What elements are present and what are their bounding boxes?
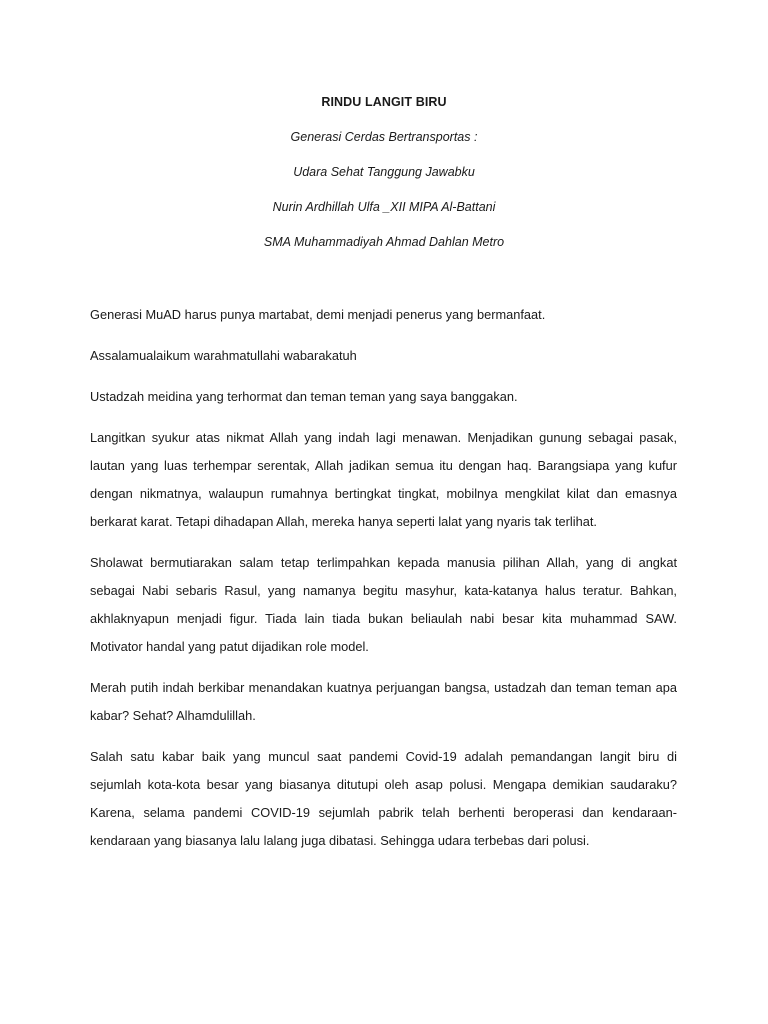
document-header: [0, 93, 768, 268]
author-line: Nurin Ardhillah Ulfa _XII MIPA Al-Battani: [272, 200, 496, 214]
paragraph-pandemic: Salah satu kabar baik yang muncul saat pandemi Covid-19 adalah pemandangan langit biru di sejumlah kota-kota besar yang biasanya ditutupi oleh asap polusi. Mengapa demikian saudaraku? Karena, selama pandemi COVID-19 sejumlah pabrik telah berhenti beroperasi dan kendaraan-kendaraan yang biasanya lalu lalang juga dibatasi. Sehingga udara terbebas dari polusi.: [90, 749, 677, 848]
document-title: RINDU LANGIT BIRU: [321, 95, 447, 109]
school-line: SMA Muhammadiyah Ahmad Dahlan Metro: [263, 235, 505, 249]
paragraph-motto: Generasi MuAD harus punya martabat, demi menjadi penerus yang bermanfaat.: [90, 307, 546, 322]
paragraph-address: Ustadzah meidina yang terhormat dan teman teman yang saya banggakan.: [90, 389, 518, 404]
paragraph-greeting: Assalamualaikum warahmatullahi wabarakatuh: [90, 348, 357, 363]
subtheme-line: Udara Sehat Tanggung Jawabku: [293, 165, 475, 179]
paragraph-sholawat: Sholawat bermutiarakan salam tetap terlimpahkan kepada manusia pilihan Allah, yang di angkat sebagai Nabi sebaris Rasul, yang namanya begitu masyhur, kata-katanya halus teratur. Bahkan, akhlaknyapun menjadi figur. Tiada lain tiada bukan beliaulah nabi besar kita muhammad SAW. Motivator handal yang patut dijadikan role model.: [90, 555, 677, 654]
document-body: [90, 301, 677, 868]
paragraph-opening: Merah putih indah berkibar menandakan kuatnya perjuangan bangsa, ustadzah dan teman teman apa kabar? Sehat? Alhamdulillah.: [90, 680, 677, 723]
theme-line: Generasi Cerdas Bertransportas :: [290, 130, 478, 144]
paragraph-gratitude: Langitkan syukur atas nikmat Allah yang indah lagi menawan. Menjadikan gunung sebagai pasak, lautan yang luas terhempar serentak, Allah jadikan semua itu dengan haq. Barangsiapa yang kufur dengan nikmatnya, walaupun rumahnya bertingkat tingkat, mobilnya mengkilat kilat dan emasnya berkarat karat. Tetapi dihadapan Allah, mereka hanya seperti lalat yang nyaris tak terlihat.: [90, 430, 677, 529]
